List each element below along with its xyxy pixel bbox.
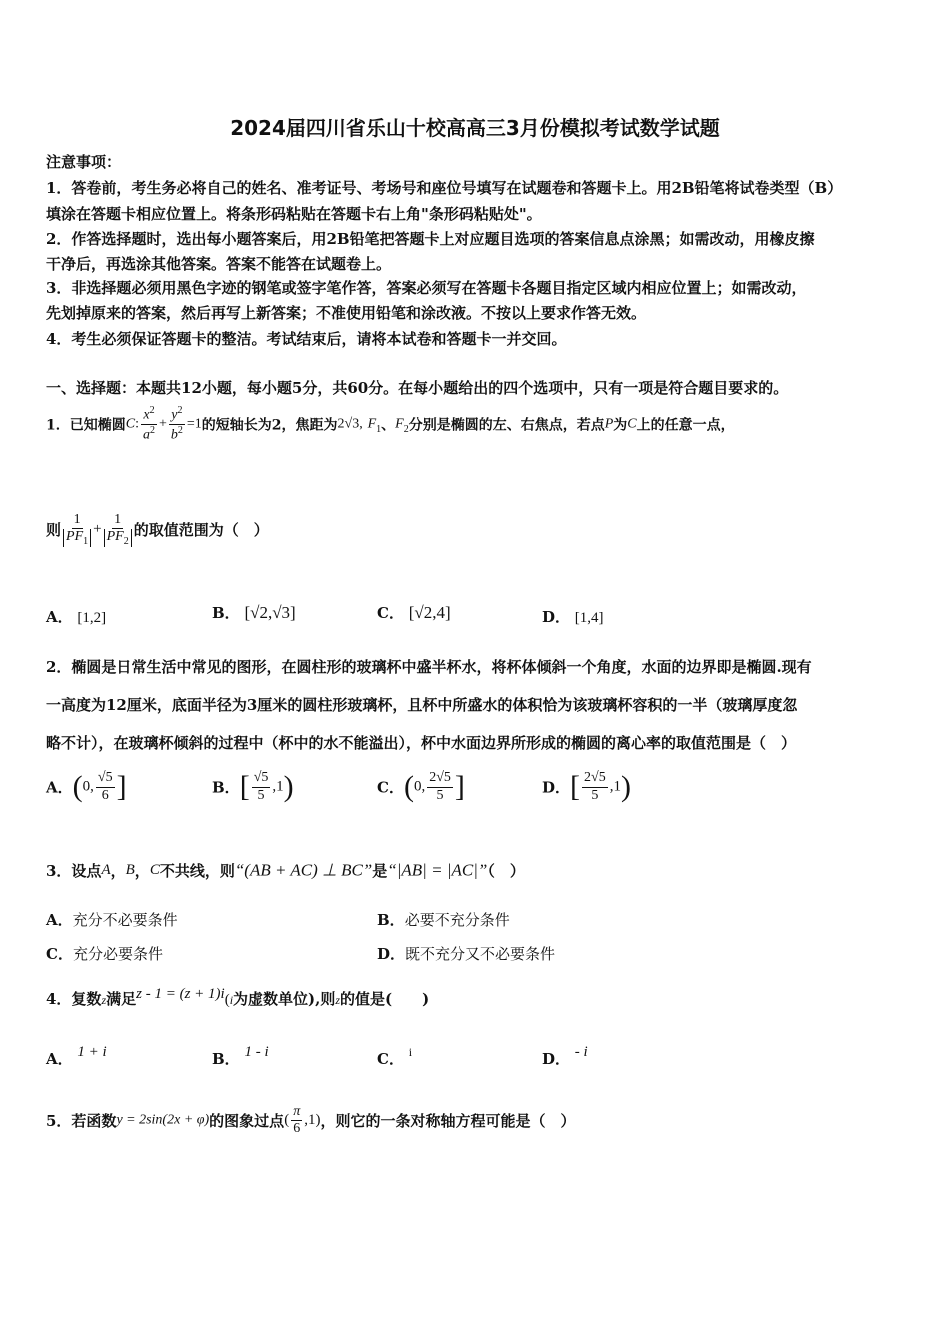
question-1-expression: 则 $\frac{1}{PF_1}$ + $\frac{1}{PF_2}$ 的取值范围为（ ） [46, 512, 269, 547]
notice-line: 1．答卷前，考生务必将自己的姓名、准考证号、考场号和座位号填写在试题卷和答题卡上。用2B铅笔将试卷类型（B） [46, 179, 843, 197]
q2-option-c[interactable]: C．(0, $\frac{2√5}{5}$ ] [377, 770, 465, 803]
notice-line: 2．作答选择题时，选出每小题答案后，用2B铅笔把答题卡上对应题目选项的答案信息点涂黑；如需改动，用橡皮擦 [46, 230, 815, 248]
question-2-line: 一高度为12厘米，底面半径为3厘米的圆柱形玻璃杯，且杯中所盛水的体积恰为该玻璃杯容积的一半（玻璃厚度忽 [46, 696, 798, 714]
q4-option-b[interactable]: B． 1 - i [212, 1044, 269, 1068]
question-4-stem: 4．复数z满足z - 1 = (z + 1)i(i为虚数单位),则z的值是( ) [46, 986, 430, 1008]
q1-option-a[interactable]: A． [1,2] [46, 608, 107, 626]
notice-line: 填涂在答题卡相应位置上。将条形码粘贴在答题卡右上角"条形码粘贴处"。 [46, 205, 542, 223]
question-1-stem: 1．已知椭圆C: $\frac{x^2}{a^2}$ + $\frac{y^2}{b^2}$ =1的短轴长为2，焦距为2√3, $F_1$、$F_2$分别是椭圆的左、右焦点，若点P为C上的任意一点， [46, 405, 735, 443]
notice-heading: 注意事项： [46, 153, 122, 171]
notice-line: 3．非选择题必须用黑色字迹的钢笔或签字笔作答，答案必须写在答题卡各题目指定区域内相应位置上；如需改动， [46, 279, 807, 297]
q3-option-d[interactable]: D．既不充分又不必要条件 [377, 945, 556, 963]
question-5-stem: 5．若函数y = 2sin(2x + φ)的图象过点( $\frac{\pi}{6}$ ,1)，则它的一条对称轴方程可能是（ ） [46, 1104, 576, 1137]
section-heading: 一、选择题：本题共12小题，每小题5分，共60分。在每小题给出的四个选项中，只有一项是符合题目要求的。 [46, 379, 789, 397]
q3-option-a[interactable]: A．充分不必要条件 [46, 911, 178, 929]
q1-option-b[interactable]: B． [√2,√3] [212, 603, 296, 622]
q4-option-c[interactable]: C． i [377, 1045, 413, 1068]
q1-option-d[interactable]: D． [1,4] [542, 608, 604, 626]
question-3-stem: 3．设点A，B，C不共线，则“(AB + AC) ⊥ BC”是“|AB| = |AC|”（ ） [46, 860, 525, 880]
q4-option-d[interactable]: D． - i [542, 1044, 588, 1068]
q3-option-c[interactable]: C．充分必要条件 [46, 945, 163, 963]
q1-option-c[interactable]: C． [√2,4] [377, 603, 451, 622]
notice-line: 4．考生必须保证答题卡的整洁。考试结束后，请将本试卷和答题卡一并交回。 [46, 330, 567, 348]
q2-option-d[interactable]: D．[ $\frac{2√5}{5}$ ,1) [542, 770, 631, 803]
notice-line: 先划掉原来的答案，然后再写上新答案；不准使用铅笔和涂改液。不按以上要求作答无效。 [46, 304, 647, 322]
question-2-line: 略不计），在玻璃杯倾斜的过程中（杯中的水不能溢出），杯中水面边界所形成的椭圆的离心率的取值范围是（ ） [46, 734, 797, 752]
question-2-line: 2．椭圆是日常生活中常见的图形，在圆柱形的玻璃杯中盛半杯水，将杯体倾斜一个角度，水面的边界即是椭圆.现有 [46, 658, 812, 676]
q2-option-b[interactable]: B．[ $\frac{√5}{5}$ ,1) [212, 770, 294, 803]
q2-option-a[interactable]: A．(0, $\frac{√5}{6}$ ] [46, 770, 127, 803]
q4-option-a[interactable]: A． 1 + i [46, 1044, 107, 1068]
notice-line: 干净后，再选涂其他答案。答案不能答在试题卷上。 [46, 255, 392, 273]
q3-option-b[interactable]: B．必要不充分条件 [377, 911, 510, 929]
page-title: 2024届四川省乐山十校高高三3月份模拟考试数学试题 [230, 116, 720, 140]
